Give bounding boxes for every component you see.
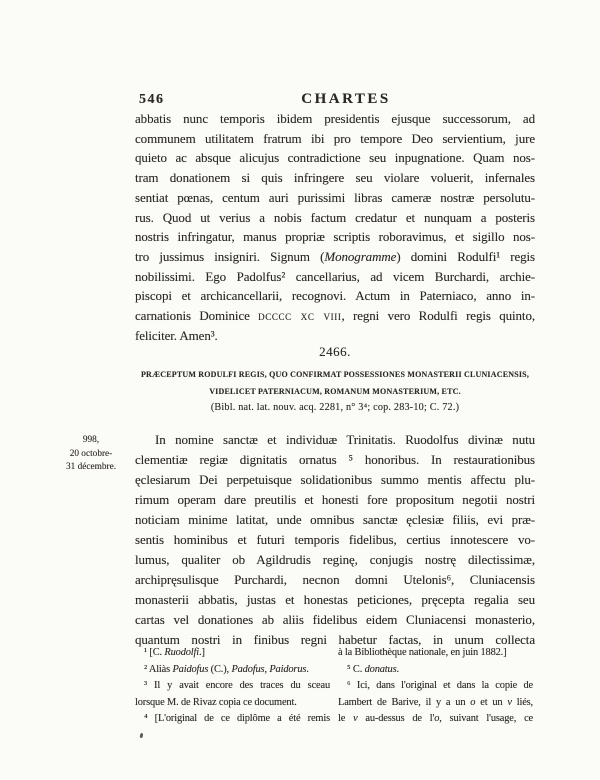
text-segment: cartas vel donationes ab aliis fidelibus eidem Cluniacensi monasterio, xyxy=(135,612,535,627)
text-segment: . xyxy=(396,663,399,675)
text-segment: In nomine sanctæ et individuæ Trinitatis. Ruodolfus divinæ nutu xyxy=(155,432,535,447)
text-segment: Paidofus xyxy=(172,663,209,675)
running-title: CHARTES xyxy=(301,91,391,107)
text-segment: ² Aliàs xyxy=(144,663,173,675)
text-segment: nostris infringatur, manus propriæ scriptis roboravimus, et sigillo nos- xyxy=(135,229,535,245)
text-segment: quieto ac absque alicujus contradictione seu inpugnatione. Quam nos- xyxy=(135,150,535,166)
text-segment: quantum nostri in finibus regni habetur factas, in unum collecta xyxy=(135,632,535,647)
charter-2465-body-text xyxy=(135,109,535,345)
text-segment: clementiæ regiæ dignitatis ornatus ⁵ honoribus. In restaurationibus xyxy=(135,452,535,467)
text-segment: ⁵ C. xyxy=(347,663,365,675)
ink-speck xyxy=(139,733,143,739)
footnotes-section xyxy=(135,645,533,728)
charter-2466-heading xyxy=(135,366,535,400)
text-segment: piscopi et archicancellarii, recognovi. Actum in Paterniaco, anno in- xyxy=(135,288,535,304)
text-line xyxy=(135,227,535,247)
charter-2466-body-text xyxy=(135,430,535,650)
text-segment: tro jussimus insigniri. Signum ( xyxy=(135,248,325,264)
text-line xyxy=(135,188,535,208)
text-line xyxy=(135,168,535,188)
text-segment: , suivant l'usage, ce xyxy=(439,713,533,725)
text-line xyxy=(338,662,533,679)
text-segment: ⁶ Ici, dans l'original et dans la copie de xyxy=(347,680,533,692)
text-segment: ) domini Rodulfi¹ regis xyxy=(396,248,535,264)
text-segment: feliciter. Amen³. xyxy=(135,327,218,343)
text-line xyxy=(135,383,535,400)
text-segment: le xyxy=(338,713,354,725)
text-line xyxy=(135,695,330,712)
text-line xyxy=(135,645,330,662)
text-segment: lumus, qualiter ob Agildrudis reginę, conjugis nostrę dilectissimæ, xyxy=(135,552,535,567)
text-segment: ¹ [C. xyxy=(144,647,165,658)
text-segment: Lambert de Barive, il y a un xyxy=(338,696,471,708)
text-segment: Ruodolfi xyxy=(164,647,199,658)
text-segment: ³ Il y avait encore des traces du sceau xyxy=(144,680,330,692)
text-segment: 31 décembre. xyxy=(65,462,117,472)
text-segment: PRÆCEPTUM RODULFI REGIS, QUO CONFIRMAT POSSESSIONES MONASTERII CLUNIACENSIS, xyxy=(140,370,530,379)
text-segment: , regni vero Rodulfi regis quinto, xyxy=(341,308,535,324)
text-segment: .] xyxy=(199,647,205,658)
text-segment: v xyxy=(507,696,512,708)
text-segment: abbatis nunc temporis ibidem presidentis ejusque successorum, ad xyxy=(135,111,535,126)
text-segment: 20 octobre- xyxy=(69,448,113,459)
text-segment: rimum operam dare preutilis et honesti fore propositum negotii nostri xyxy=(135,492,535,507)
text-line xyxy=(135,208,535,228)
text-line xyxy=(135,430,535,450)
text-segment: rus. Quod ut verius a nobis factum credatur et nunquam a posteris xyxy=(135,209,535,225)
text-segment: et un xyxy=(475,696,508,708)
text-line xyxy=(338,678,533,695)
text-segment: dcccc xc viii xyxy=(258,308,342,324)
text-segment: sentiat pœnas, centum auri purissimi libras cameræ nostræ persolutu- xyxy=(135,189,535,205)
footnotes-left-column xyxy=(135,645,330,728)
text-line xyxy=(52,434,130,448)
text-line xyxy=(135,711,330,728)
text-line xyxy=(135,129,535,149)
text-segment: VIDELICET PATERNIACUM, ROMANUM MONASTERIUM, ETC. xyxy=(209,387,461,396)
text-line xyxy=(338,711,533,728)
text-segment: archipręsulisque Purchardi, necnon domni Utelonis⁶, Cluniacensis xyxy=(135,572,535,587)
text-line xyxy=(135,550,535,570)
text-line xyxy=(135,366,535,383)
text-segment: Paidorus xyxy=(269,663,307,675)
text-line xyxy=(135,470,535,490)
text-segment: monasterii abbatis, justas et honestas peticiones, pręcepta regalia seu xyxy=(135,592,535,607)
text-segment: lorsque M. de Rivaz copia ce document. xyxy=(135,696,297,708)
text-segment: à la Bibliothèque nationale, en juin 1882.] xyxy=(338,647,507,658)
text-segment: communem utilitatem fratrum ibi pro tempore Deo servientium, jure xyxy=(135,130,535,146)
text-line xyxy=(135,678,330,695)
text-line xyxy=(52,461,130,475)
margin-date-note xyxy=(52,434,130,475)
text-line xyxy=(135,570,535,590)
text-line xyxy=(135,510,535,530)
text-line xyxy=(135,148,535,168)
text-segment: , xyxy=(264,663,270,675)
text-segment: v xyxy=(353,713,358,725)
text-segment: donatus xyxy=(364,663,397,675)
text-segment: o xyxy=(434,713,440,725)
text-segment: Monogramme xyxy=(324,248,397,264)
text-line xyxy=(135,109,535,129)
text-segment: liés, xyxy=(511,696,533,708)
page-number: 546 xyxy=(139,92,165,107)
text-line xyxy=(135,450,535,470)
text-segment: tram donationem si quis infringere seu violare voluerit, infernales xyxy=(135,170,535,186)
text-line xyxy=(135,610,535,630)
text-segment: ⁴ [L'original de ce diplôme a été remis xyxy=(144,713,330,725)
text-line xyxy=(135,247,535,267)
charter-2466-source-reference: (Bibl. nat. lat. nouv. acq. 2281, n° 3⁴; cop. 283-10; C. 72.) xyxy=(210,402,460,413)
text-line xyxy=(135,590,535,610)
text-segment: o xyxy=(470,696,476,708)
text-segment: au-dessus de l' xyxy=(357,713,435,725)
text-segment: 998, xyxy=(82,435,100,445)
footnotes-right-column xyxy=(338,645,533,728)
text-line xyxy=(135,326,535,346)
text-line xyxy=(135,286,535,306)
text-line xyxy=(338,645,533,662)
text-segment: Padofus xyxy=(231,663,265,675)
text-segment: . xyxy=(306,663,309,675)
charter-2466-number: 2466. xyxy=(319,344,351,359)
text-segment: carnationis Dominice xyxy=(135,308,259,324)
text-segment: nobilissimi. Ego Padolfus² cancellarius, ad vicem Burchardi, archie- xyxy=(135,268,535,284)
text-line xyxy=(135,662,330,679)
text-line xyxy=(135,530,535,550)
text-line xyxy=(135,306,535,326)
text-line xyxy=(52,448,130,462)
text-segment: noticiam minime latitat, unde omnibus sanctæ ęclesiæ filiis, evi præ- xyxy=(135,512,535,527)
text-line xyxy=(338,695,533,712)
text-line xyxy=(135,490,535,510)
text-segment: sentis hominibus et futuri temporis fidelibus, certius innotescere vo- xyxy=(135,532,535,547)
text-segment: ęclesiarum Dei perpetuisque solidationibus summo mentis affectu plu- xyxy=(135,472,535,487)
text-segment: (C.), xyxy=(208,663,232,675)
text-line xyxy=(135,267,535,287)
